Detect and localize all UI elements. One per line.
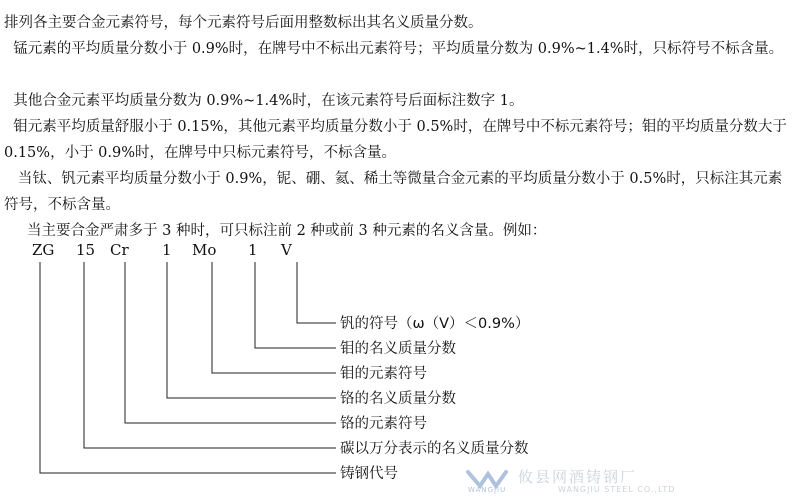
code-part-mo-content: 1 (248, 241, 258, 259)
code-part-v: V (281, 241, 292, 259)
code-part-carbon: 15 (76, 241, 96, 259)
label-mo-content: 钼的名义质量分数 (340, 341, 456, 357)
watermark-logo-text: WANGJIU (468, 486, 507, 494)
leader-line-v (297, 262, 336, 323)
leader-line-mo (212, 262, 336, 373)
leader-line-cr-content (167, 262, 336, 398)
paragraph-other-elements: 其他合金元素平均质量分数为 0.9%~1.4%时，在该元素符号后面标注数字 1。 (4, 93, 524, 109)
watermark (462, 466, 797, 498)
leader-line-cr (125, 262, 336, 423)
paragraph-molybdenum: 钼元素平均质量舒服小于 0.15%，其他元素平均质量分数小于 0.5%时，在牌号中不标元素符号；钼的平均质量分数大于 0.15%，小于 0.9%时，在牌号中只标元素符号，不标含量。 (4, 119, 792, 161)
label-cr-symbol: 铬的元素符号 (340, 416, 427, 432)
label-v-symbol: 钒的符号（ω（V）＜0.9%） (340, 316, 530, 332)
watermark-company-name: 攸县网酒铸钢厂 (518, 468, 638, 486)
label-mo-symbol: 钼的元素符号 (340, 366, 427, 382)
paragraph-intro: 排列各主要合金元素符号，每个元素符号后面用整数标出其名义质量分数。 (4, 15, 483, 31)
paragraph-titanium-vanadium: 当钛、钒元素平均质量分数小于 0.9%，铌、硼、氦、稀土等微量合金元素的平均质量分数小于 0.5%时，只标注其元素符号，不标含量。 (4, 171, 783, 213)
code-part-zg: ZG (32, 241, 55, 259)
label-carbon-content: 碳以万分表示的名义质量分数 (340, 441, 529, 457)
leader-line-carbon (84, 262, 336, 448)
leader-line-mo-content (255, 262, 336, 348)
code-part-mo: Mo (192, 241, 217, 259)
code-part-cr-content: 1 (162, 241, 172, 259)
code-part-cr: Cr (110, 241, 129, 259)
paragraph-manganese: 锰元素的平均质量分数小于 0.9%时，在牌号中不标出元素符号；平均质量分数为 0.9%~1.4%时，只标符号不标含量。 (4, 41, 784, 57)
label-cr-content: 铬的名义质量分数 (340, 391, 456, 407)
label-cast-steel-code: 铸钢代号 (340, 466, 398, 482)
paragraph-example-intro: 当主要合金严肃多于 3 种时，可只标注前 2 种或前 3 种元素的名义含量。例如： (4, 223, 547, 239)
watermark-company-subtitle: WANGJIU STEEL CO.,LTD (558, 485, 676, 494)
